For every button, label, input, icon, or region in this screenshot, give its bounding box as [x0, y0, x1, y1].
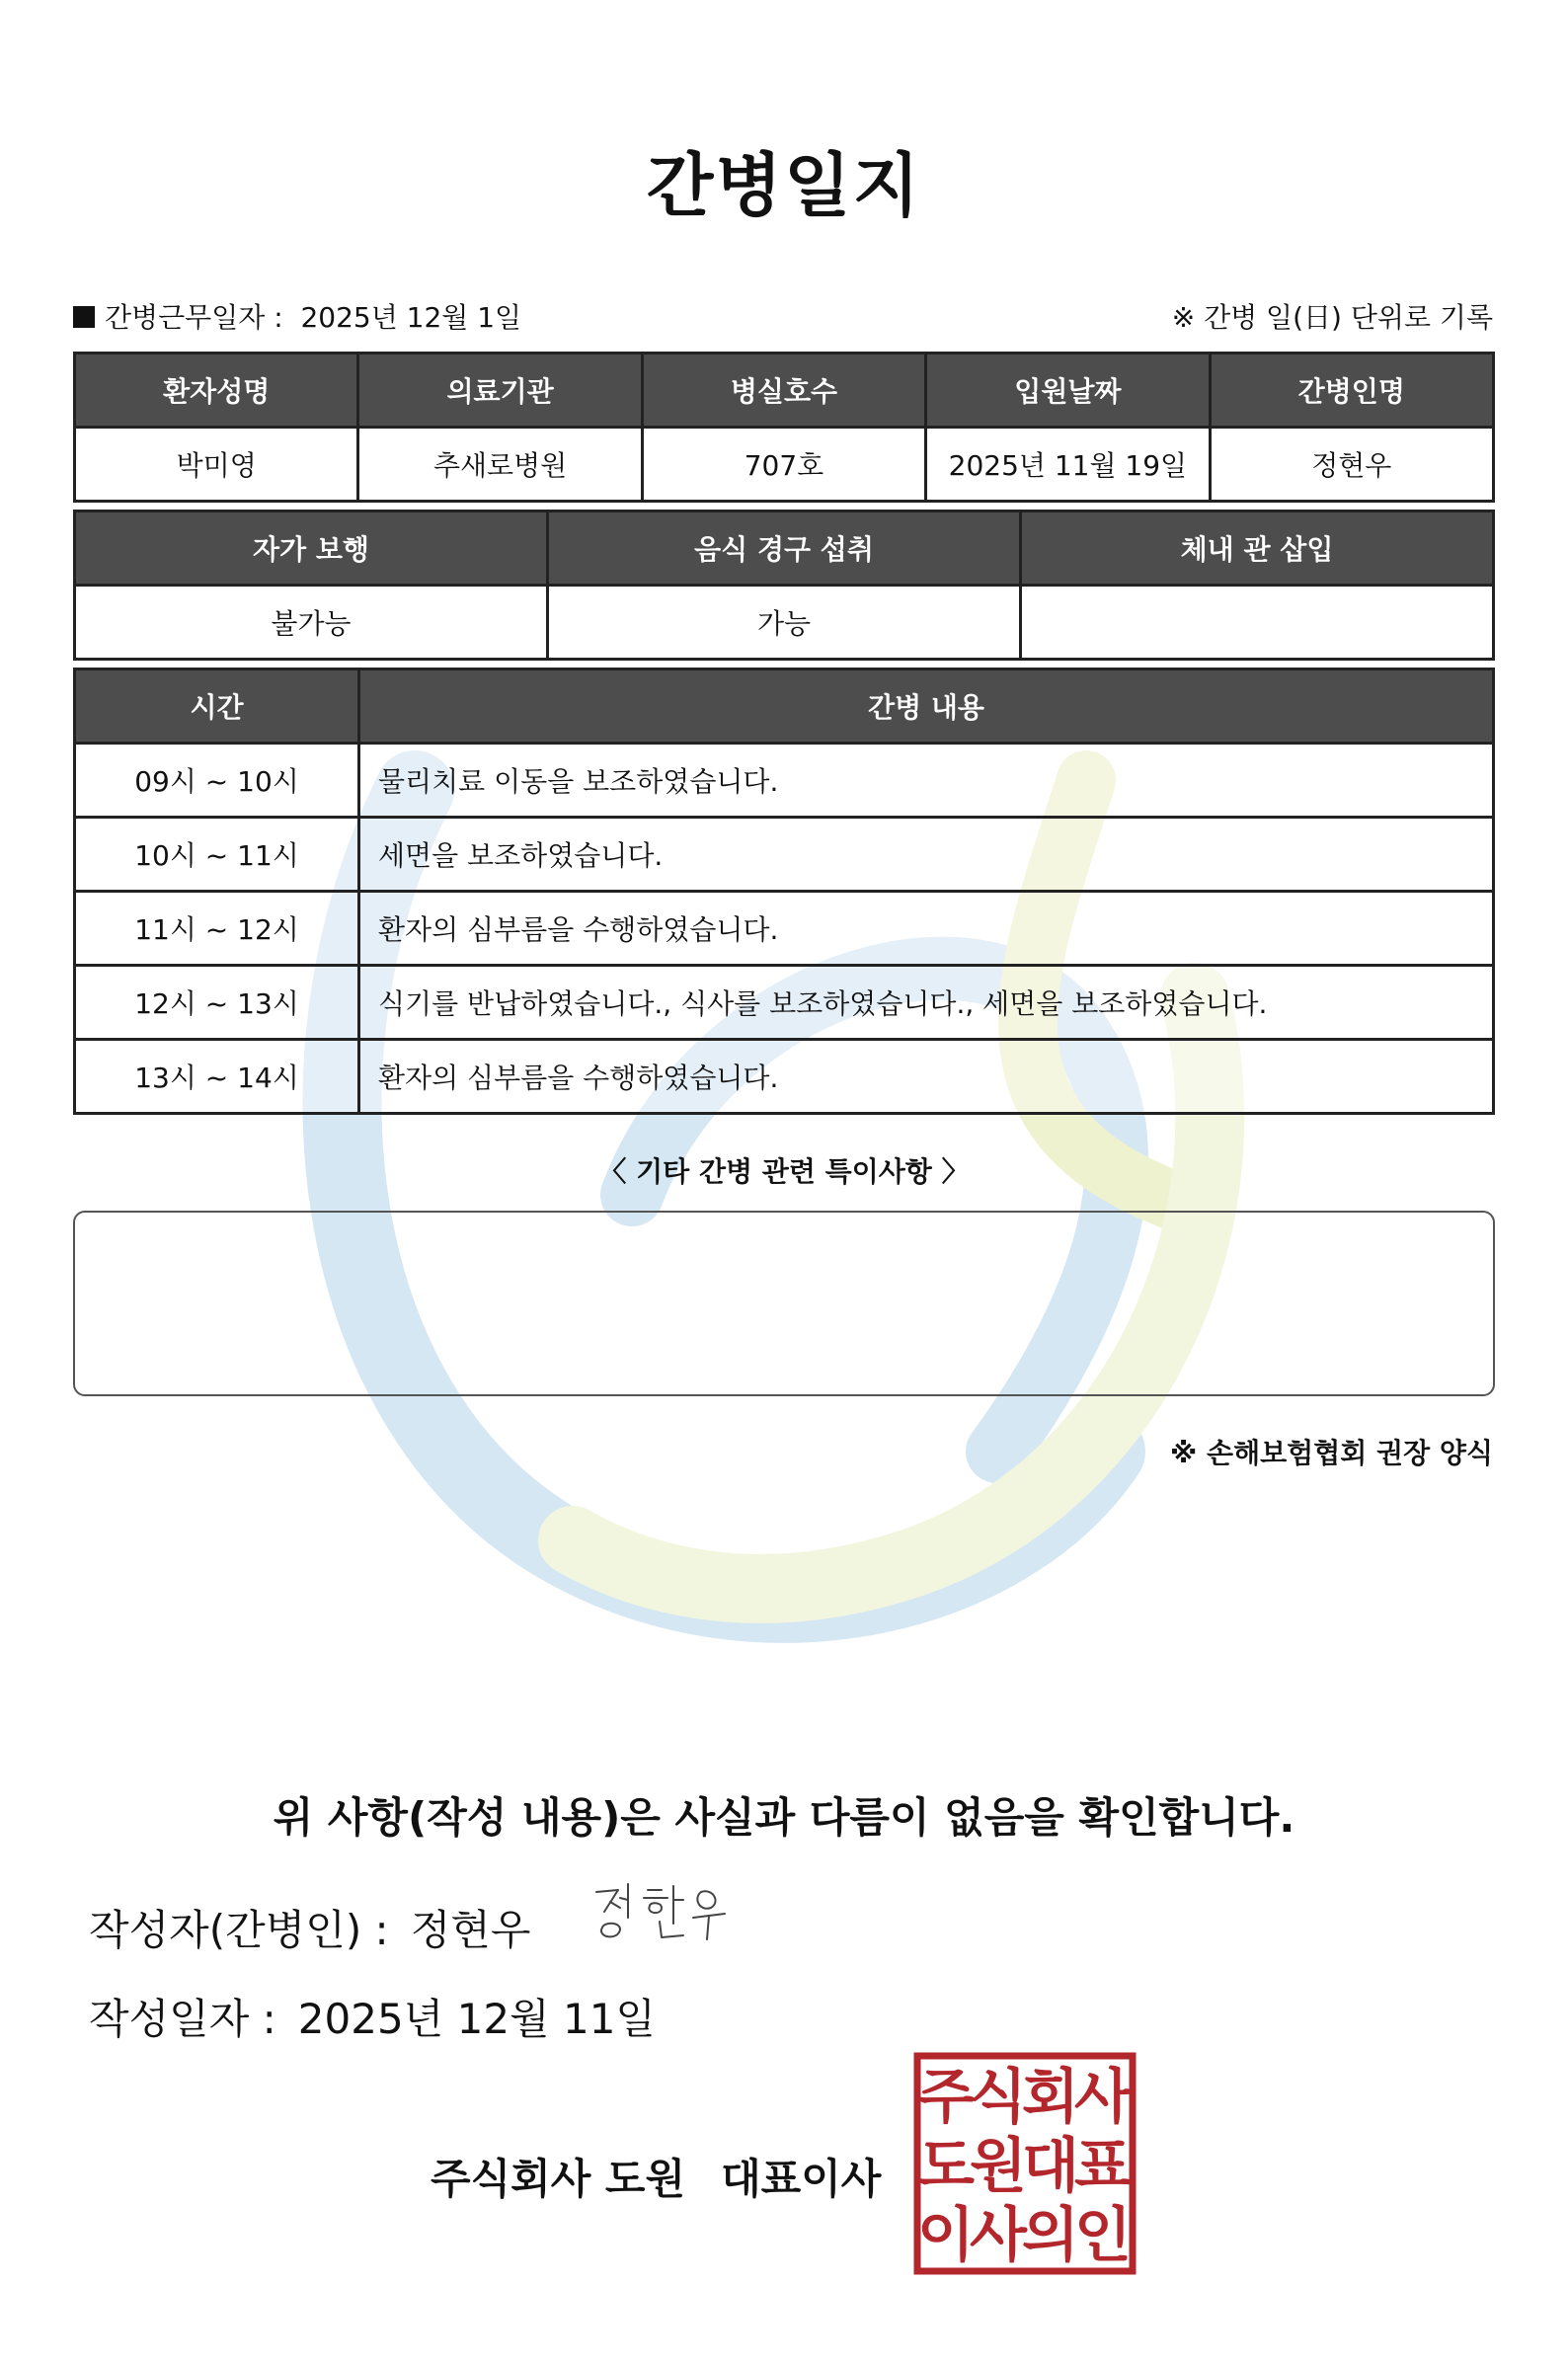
svg-text:표: 표 [1074, 2132, 1132, 2201]
hospital-name: 추새로병원 [358, 428, 642, 502]
company-ceo-title: 대표이사 [721, 2155, 882, 2203]
work-date-label: 간병근무일자 : [105, 301, 283, 334]
svg-text:도: 도 [917, 2132, 975, 2201]
handwritten-signature [590, 1878, 739, 1947]
oral-intake-value: 가능 [548, 586, 1021, 660]
writer-line [89, 1898, 530, 1957]
header-care-content: 간병 내용 [359, 669, 1494, 744]
svg-text:대: 대 [1022, 2132, 1079, 2201]
self-walking-value: 불가능 [75, 586, 548, 660]
header-admission-date: 입원날짜 [926, 354, 1210, 428]
confirmation-statement: 위 사항(작성 내용)은 사실과 다름이 없음을 확인합니다. [273, 1793, 1295, 1842]
admission-date: 2025년 11월 19일 [926, 428, 1210, 502]
company-line [431, 2147, 881, 2206]
company-name: 주식회사 도원 [431, 2155, 686, 2203]
work-date-value: 2025년 12월 1일 [300, 301, 522, 334]
write-date-value: 2025년 12월 11일 [297, 1995, 656, 2043]
log-content: 식기를 반납하였습니다., 식사를 보조하였습니다., 세면을 보조하였습니다. [359, 966, 1494, 1040]
svg-text:주: 주 [917, 2063, 975, 2132]
special-notes-box [73, 1211, 1495, 1396]
svg-text:회: 회 [1022, 2063, 1079, 2132]
header-patient-name: 환자성명 [75, 354, 358, 428]
log-time: 11시 ~ 12시 [75, 892, 359, 966]
header-self-walking: 자가 보행 [75, 512, 548, 586]
log-time: 10시 ~ 11시 [75, 818, 359, 892]
writer-label: 작성자(간병인) : [89, 1906, 389, 1954]
log-content: 환자의 심부름을 수행하였습니다. [359, 892, 1494, 966]
patient-info-table [73, 352, 1495, 503]
table-row [75, 744, 1494, 818]
record-note: ※ 간병 일(日) 단위로 기록 [1171, 301, 1493, 334]
table-row [75, 966, 1494, 1040]
log-time: 09시 ~ 10시 [75, 744, 359, 818]
patient-name: 박미영 [75, 428, 358, 502]
header-time: 시간 [75, 669, 359, 744]
svg-text:식: 식 [970, 2063, 1027, 2132]
room-number: 707호 [642, 428, 925, 502]
log-content: 환자의 심부름을 수행하였습니다. [359, 1040, 1494, 1114]
log-content: 세면을 보조하였습니다. [359, 818, 1494, 892]
write-date-line [89, 1987, 656, 2046]
svg-text:인: 인 [1074, 2201, 1132, 2270]
log-time: 13시 ~ 14시 [75, 1040, 359, 1114]
caregiver-name: 정현우 [1210, 428, 1493, 502]
tube-insertion-value [1021, 586, 1494, 660]
table-row [75, 892, 1494, 966]
svg-text:의: 의 [1022, 2201, 1079, 2270]
recommend-note: ※ 손해보험협회 권장 양식 [1170, 1437, 1493, 1469]
header-tube-insertion: 체내 관 삽입 [1021, 512, 1494, 586]
document-title: 간병일지 [646, 145, 922, 226]
log-content: 물리치료 이동을 보조하였습니다. [359, 744, 1494, 818]
work-date [73, 296, 521, 336]
care-log-table [73, 668, 1495, 1115]
patient-status-table [73, 510, 1495, 661]
header-room: 병실호수 [642, 354, 925, 428]
square-bullet-icon [73, 306, 95, 328]
log-time: 12시 ~ 13시 [75, 966, 359, 1040]
header-hospital: 의료기관 [358, 354, 642, 428]
special-notes-label: 〈 기타 간병 관련 특이사항 〉 [598, 1155, 970, 1188]
header-caregiver-name: 간병인명 [1210, 354, 1493, 428]
svg-text:원: 원 [970, 2132, 1027, 2201]
write-date-label: 작성일자 : [89, 1995, 276, 2043]
svg-text:사: 사 [970, 2201, 1027, 2270]
company-seal-stamp [913, 2052, 1137, 2275]
table-row [75, 1040, 1494, 1114]
writer-name: 정현우 [410, 1906, 531, 1954]
svg-text:이: 이 [917, 2201, 975, 2270]
table-row [75, 818, 1494, 892]
svg-text:사: 사 [1074, 2063, 1132, 2132]
header-oral-intake: 음식 경구 섭취 [548, 512, 1021, 586]
